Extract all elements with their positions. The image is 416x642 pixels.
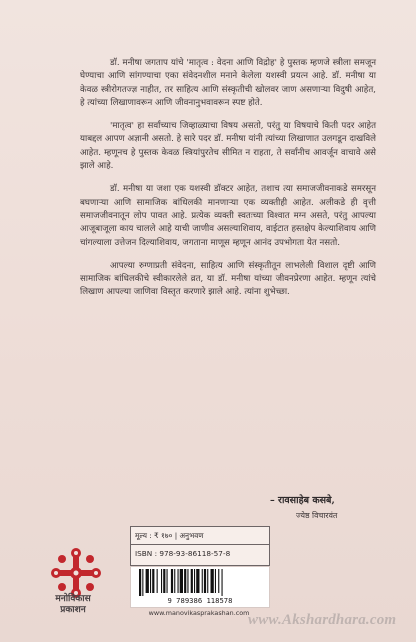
blurb-paragraph-2: 'मातृत्व' हा सर्वांच्याच जिव्हाळ्याचा विषय असतो, परंतु या विषयाचे किती पदर आहेत याबद्दल आपण अज्ञानी असतो. हे सारे पदर डॉ. मनीषा यांनी त्यांच्या लिखाणात उलगडून दाखविले आहेत. म्हणूनच हे पुस्तक केवळ स्त्रियांपुरतेच सीमित न राहता, ते सर्वांनीच आवर्जून वाचावे असे झाले आहे. [80, 121, 376, 172]
blurb-paragraph-1: डॉ. मनीषा जगताप यांचे 'मातृत्व : वेदना आणि विद्रोह' हे पुस्तक म्हणजे स्त्रीला समजून घेण्याचा आणि सांगण्याचा एका संवेदनशील मनाने केलेला यशस्वी प्रयत्न आहे. डॉ. मनीषा या केवळ स्त्रीरोगतज्ज्ञ नाहीत, तर साहित्य आणि संस्कृतीची खोलवर जाण असणाऱ्या विदुषी आहेत, हे त्यांच्या लिखाणावरून आणि जीवनानुभवावरून स्पष्ट होते. [80, 58, 376, 108]
isbn-barcode [130, 566, 270, 608]
akshardhara-watermark: www.Akshardhara.com [248, 612, 397, 628]
publisher-name [38, 594, 108, 616]
price-isbn-box [130, 526, 270, 566]
barcode-bars [137, 569, 263, 596]
signature-name: – रावसाहेब कसबे, [270, 495, 335, 506]
signature-title: ज्येष्ठ विचारवंत [296, 511, 338, 520]
blurb-paragraph-4: आपल्या रुग्णाप्रती संवेदना, साहित्य आणि संस्कृतीतून लाभलेली विशाल दृष्टी आणि सामाजिक बांधिलकीचे स्वीकारलेले व्रत, या डॉ. मनीषा यांच्या जीवनप्रेरणा आहेत. म्हणून त्यांचे लिखाण आपल्या जाणिवा विस्तृत करणारे झाले आहे. त्यांना शुभेच्छा. [80, 260, 376, 298]
isbn-label: ISBN : 978-93-86118-57-8 [135, 549, 231, 558]
publisher-name-line2: प्रकाशन [60, 605, 86, 615]
manovikas-logo-icon [48, 545, 104, 601]
publisher-website: www.manovikasprakashan.com [148, 609, 250, 617]
barcode-digits: 9 789386 118578 [167, 596, 233, 605]
blurb-text [80, 57, 376, 310]
publisher-name-line1: मनोविकास [55, 594, 91, 604]
price-label: मूल्य : ₹ १७० | अनुभवण [131, 527, 269, 545]
blurb-paragraph-3: डॉ. मनीषा या जशा एक यशस्वी डॉक्टर आहेत, तशाच त्या समाजजीवनाकडे समरसून बघणाऱ्या आणि सामाजिक बांधिलकी मानणाऱ्या एक व्यक्तीही आहेत. अलीकडे ही वृत्ती समाजजीवनातून लोप पावत आहे. प्रत्येक व्यक्ती स्वतःच्या विश्वात मग्न असते, परंतु आपल्या आजूबाजूला काय चालले आहे याची जाणीव असल्याशिवाय, वाईटात हस्तक्षेप केल्याशिवाय आणि चांगल्याला उत्तेजन दिल्याशिवाय, जगताना माणूस म्हणून आनंद उपभोगता येत नसतो. [80, 184, 376, 248]
